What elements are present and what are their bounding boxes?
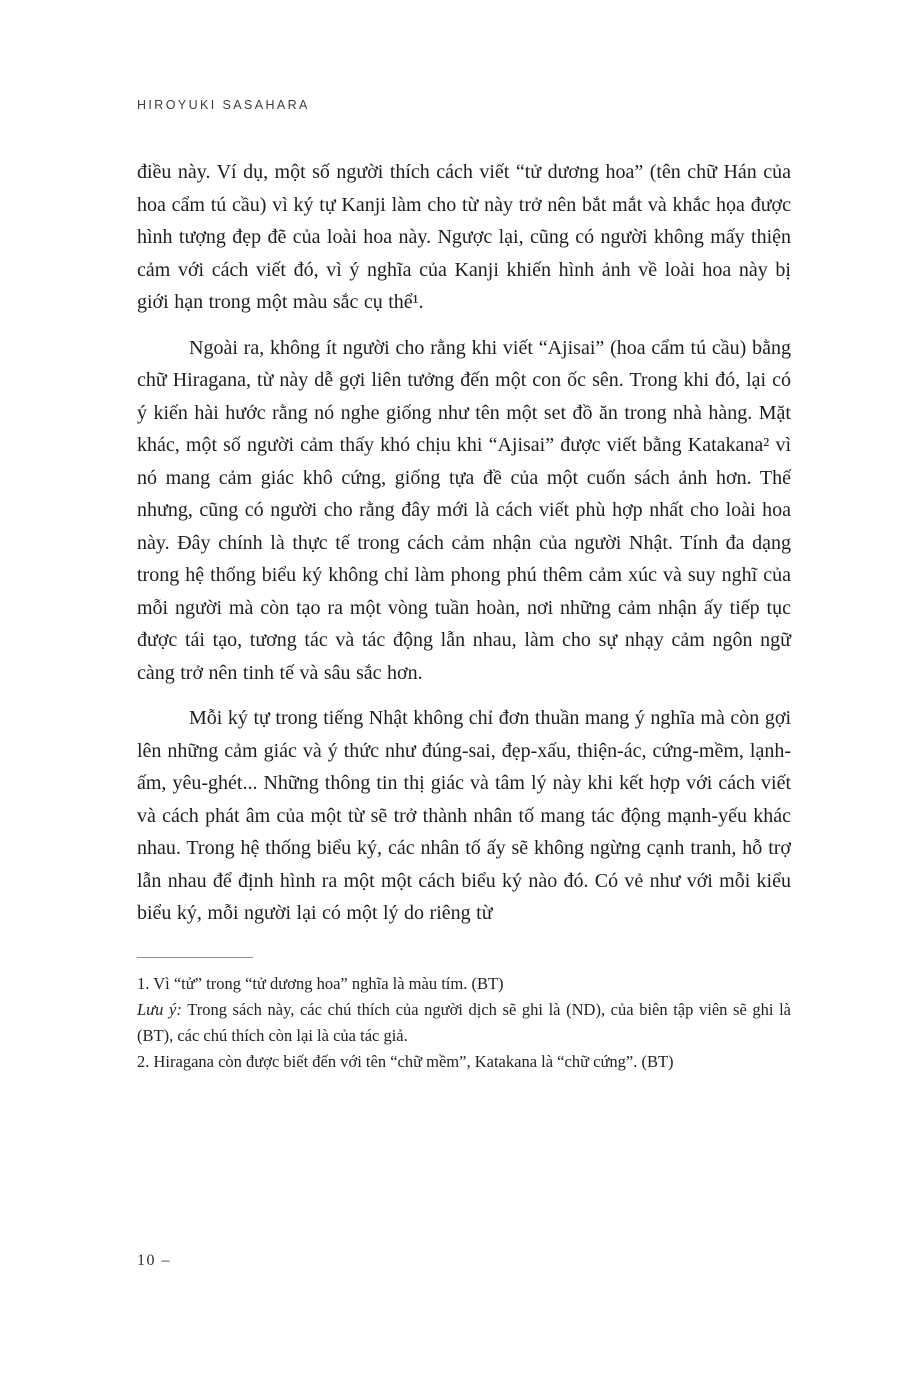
footnote-2: 2. Hiragana còn được biết đến với tên “chữ mềm”, Katakana là “chữ cứng”. (BT): [137, 1051, 674, 1071]
body-text: [137, 156, 791, 930]
footnote-editor-note: [137, 997, 791, 1049]
paragraph-1: điều này. Ví dụ, một số người thích cách viết “tử dương hoa” (tên chữ Hán của hoa cẩm tú cầu) vì ký tự Kanji làm cho từ này trở nên bắt mắt và khắc họa được hình tượng đẹp đẽ của loài hoa này. Ngược lại, cũng có người không mấy thiện cảm với cách viết đó, vì ý nghĩa của Kanji khiến hình ảnh về loài hoa này bị giới hạn trong một màu sắc cụ thể¹.: [137, 161, 791, 313]
author-running-header: HIROYUKI SASAHARA: [137, 98, 310, 112]
footnote-1: 1. Vì “tử” trong “tử dương hoa” nghĩa là màu tím. (BT): [137, 973, 504, 993]
paragraph-3: Mỗi ký tự trong tiếng Nhật không chỉ đơn thuần mang ý nghĩa mà còn gợi lên những cảm giác và ý thức như đúng-sai, đẹp-xấu, thiện-ác, cứng-mềm, lạnh-ấm, yêu-ghét... Những thông tin thị giác và tâm lý này khi kết hợp với cách viết và cách phát âm của một từ sẽ trở thành nhân tố mang tác động mạnh-yếu khác nhau. Trong hệ thống biểu ký, các nhân tố ấy sẽ không ngừng cạnh tranh, hỗ trợ lẫn nhau để định hình ra một một cách biểu ký nào đó. Có vẻ như với mỗi kiểu biểu ký, mỗi người lại có một lý do riêng từ: [137, 707, 791, 924]
footnote-note-label: Lưu ý:: [137, 999, 182, 1019]
page-number: 10 –: [137, 1252, 171, 1269]
footnotes-section: [137, 957, 791, 1075]
paragraph-2: Ngoài ra, không ít người cho rằng khi viết “Ajisai” (hoa cẩm tú cầu) bằng chữ Hiragana, từ này dễ gợi liên tưởng đến một con ốc sên. Trong khi đó, lại có ý kiến hài hước rằng nó nghe giống như tên một set đồ ăn trong nhà hàng. Mặt khác, một số người cảm thấy khó chịu khi “Ajisai” được viết bằng Katakana² vì nó mang cảm giác khô cứng, giống tựa đề của một cuốn sách ảnh hơn. Thế nhưng, cũng có người cho rằng đây mới là cách viết phù hợp nhất cho loài hoa này. Đây chính là thực tế trong cách cảm nhận của người Nhật. Tính đa dạng trong hệ thống biểu ký không chỉ làm phong phú thêm cảm xúc và suy nghĩ của mỗi người mà còn tạo ra một vòng tuần hoàn, nơi những cảm nhận ấy tiếp tục được tái tạo, tương tác và tác động lẫn nhau, làm cho sự nhạy cảm ngôn ngữ càng trở nên tinh tế và sâu sắc hơn.: [137, 336, 791, 684]
footnote-divider: [137, 957, 253, 958]
footnote-note-text: Trong sách này, các chú thích của người dịch sẽ ghi là (ND), của biên tập viên sẽ ghi là (BT), các chú thích còn lại là của tác giả.: [137, 999, 791, 1045]
